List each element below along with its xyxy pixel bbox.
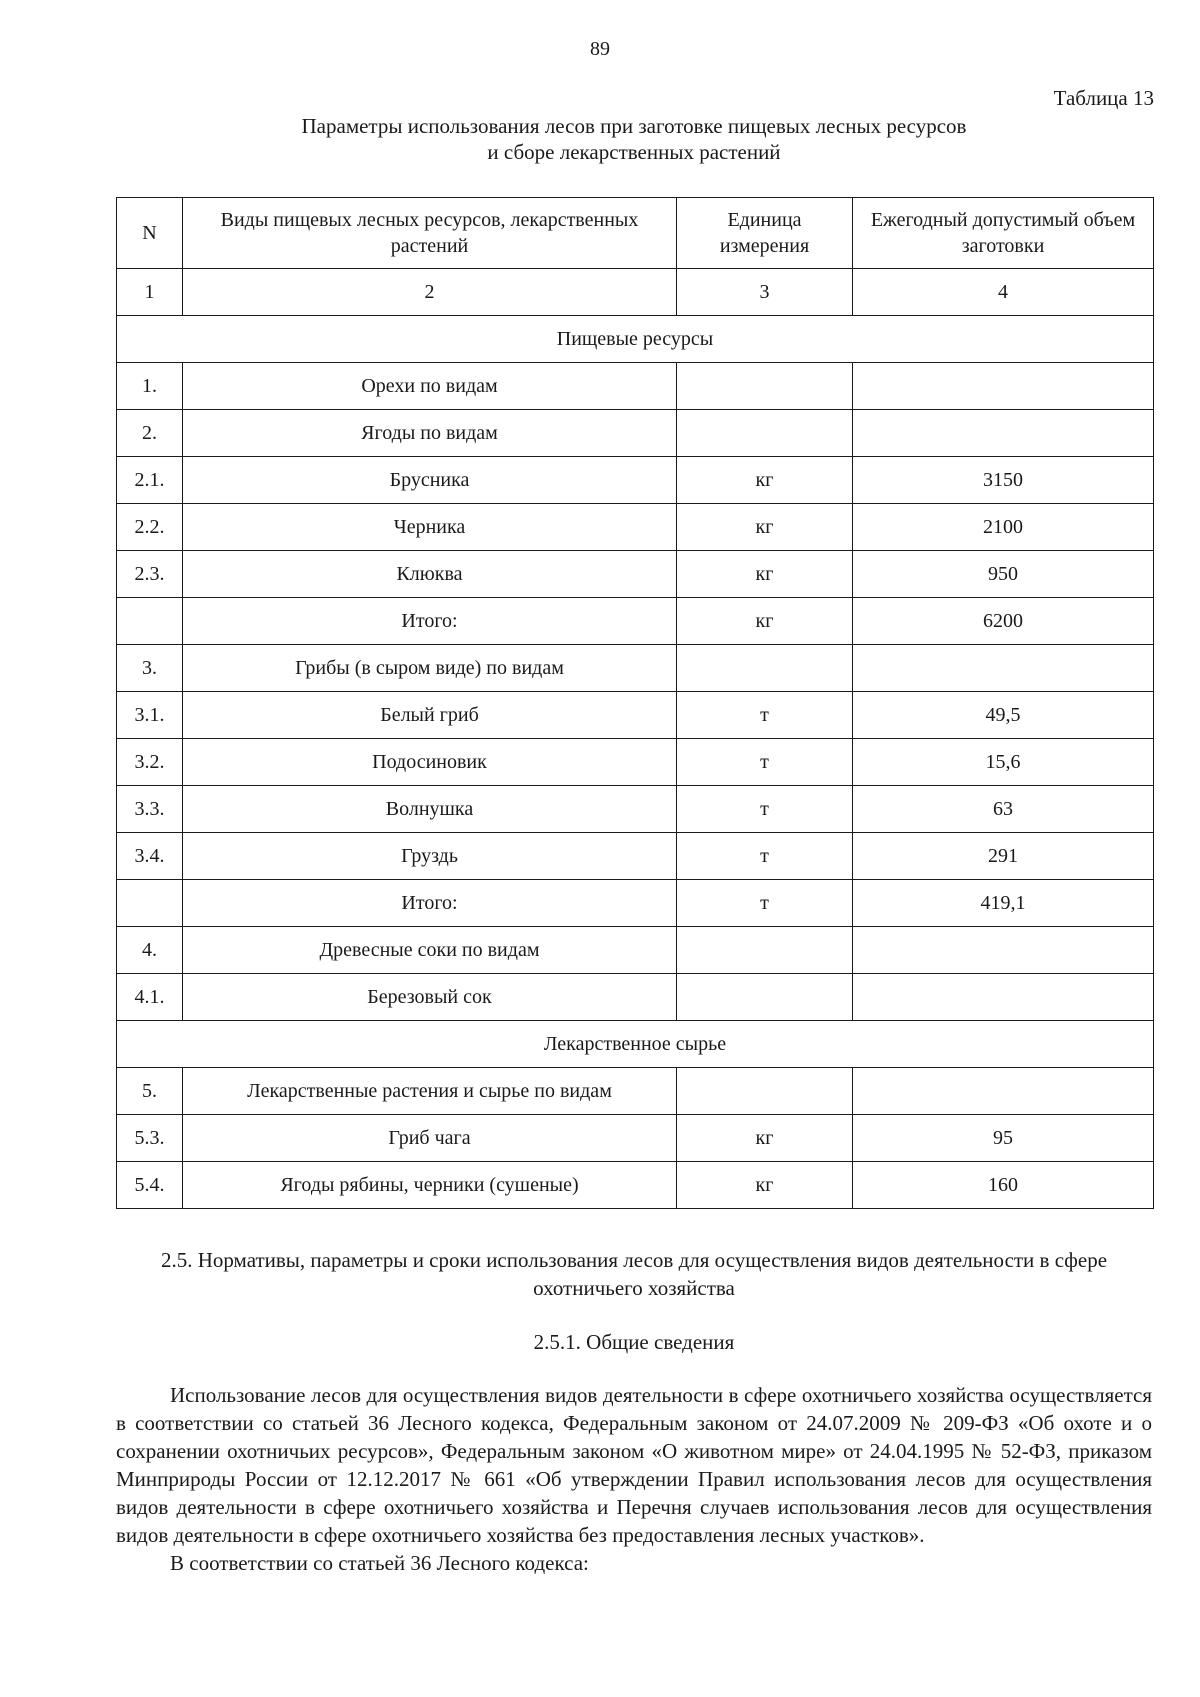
row-number: 1.: [117, 363, 183, 410]
resource-name: Ягоды по видам: [183, 410, 677, 457]
volume-cell: 419,1: [853, 880, 1154, 927]
row-number: 2.1.: [117, 457, 183, 504]
resource-name: Белый гриб: [183, 692, 677, 739]
table-row: [117, 880, 1154, 927]
row-number: 4.: [117, 927, 183, 974]
volume-cell: [853, 410, 1154, 457]
volume-cell: [853, 363, 1154, 410]
resource-name: Итого:: [183, 880, 677, 927]
row-number: [117, 598, 183, 645]
volume-cell: [853, 927, 1154, 974]
table-row: [117, 645, 1154, 692]
section-row-food: [117, 316, 1154, 363]
header-resource-type: Виды пищевых лесных ресурсов, лекарственных растений: [183, 198, 677, 269]
column-number: 3: [677, 269, 853, 316]
resource-name: Березовый сок: [183, 974, 677, 1021]
row-number: 2.: [117, 410, 183, 457]
resource-name: Итого:: [183, 598, 677, 645]
row-number: 3.2.: [117, 739, 183, 786]
volume-cell: 2100: [853, 504, 1154, 551]
volume-cell: 95: [853, 1115, 1154, 1162]
header-number: N: [117, 198, 183, 269]
row-number: 4.1.: [117, 974, 183, 1021]
row-number: 2.2.: [117, 504, 183, 551]
section-row-medicinal: [117, 1021, 1154, 1068]
header-annual-volume: Ежегодный допустимый объем заготовки: [853, 198, 1154, 269]
volume-cell: 15,6: [853, 739, 1154, 786]
unit-cell: [677, 927, 853, 974]
row-number: 3.3.: [117, 786, 183, 833]
volume-cell: [853, 974, 1154, 1021]
resource-name: Грибы (в сыром виде) по видам: [183, 645, 677, 692]
volume-cell: 3150: [853, 457, 1154, 504]
resource-name: Брусника: [183, 457, 677, 504]
unit-cell: [677, 363, 853, 410]
resource-name: Древесные соки по видам: [183, 927, 677, 974]
header-unit: Единица измерения: [677, 198, 853, 269]
resource-name: Груздь: [183, 833, 677, 880]
volume-cell: [853, 1068, 1154, 1115]
table-header-row: [117, 198, 1154, 269]
volume-cell: 950: [853, 551, 1154, 598]
resource-name: Ягоды рябины, черники (сушеные): [183, 1162, 677, 1209]
table-row: [117, 551, 1154, 598]
resource-name: Подосиновик: [183, 739, 677, 786]
body-text: [116, 1381, 1152, 1577]
subsection-heading: 2.5.1. Общие сведения: [533, 1330, 735, 1354]
resource-name: Гриб чага: [183, 1115, 677, 1162]
resource-name: Орехи по видам: [183, 363, 677, 410]
column-number: 4: [853, 269, 1154, 316]
table-row: [117, 974, 1154, 1021]
column-number: 2: [183, 269, 677, 316]
unit-cell: т: [677, 739, 853, 786]
resource-name: Клюква: [183, 551, 677, 598]
section-heading: 2.5. Нормативы, параметры и сроки использования лесов для осуществления видов деятельности в сфере охотничьего хозяйства: [160, 1248, 1108, 1300]
unit-cell: кг: [677, 457, 853, 504]
unit-cell: т: [677, 880, 853, 927]
volume-cell: [853, 645, 1154, 692]
row-number: 5.3.: [117, 1115, 183, 1162]
table-row: [117, 504, 1154, 551]
unit-cell: кг: [677, 1115, 853, 1162]
volume-cell: 49,5: [853, 692, 1154, 739]
table-label: Таблица 13: [1053, 86, 1154, 110]
row-number: 3.1.: [117, 692, 183, 739]
table-title-line-1: Параметры использования лесов при заготовке пищевых лесных ресурсов: [301, 114, 967, 138]
unit-cell: т: [677, 833, 853, 880]
resource-name: Лекарственные растения и сырье по видам: [183, 1068, 677, 1115]
table-row: [117, 739, 1154, 786]
paragraph: Использование лесов для осуществления видов деятельности в сфере охотничьего хозяйства осуществляется в соответствии со статьей 36 Лесного кодекса, Федеральным законом от 24.07.2009 № 209-ФЗ «Об охоте и о сохранении охотничьих ресурсов», Федеральным законом «О животном мире» от 24.04.1995 № 52-ФЗ, приказом Минприроды России от 12.12.2017 № 661 «Об утверждении Правил использования лесов для осуществления видов деятельности в сфере охотничьего хозяйства и Перечня случаев использования лесов для осуществления видов деятельности в сфере охотничьего хозяйства без предоставления лесных участков».: [116, 1383, 1152, 1547]
row-number: 5.: [117, 1068, 183, 1115]
table-row: [117, 1162, 1154, 1209]
volume-cell: 160: [853, 1162, 1154, 1209]
table-row: [117, 786, 1154, 833]
table-row: [117, 363, 1154, 410]
row-number: 5.4.: [117, 1162, 183, 1209]
table-title: [116, 113, 1152, 165]
unit-cell: т: [677, 786, 853, 833]
volume-cell: 6200: [853, 598, 1154, 645]
table-row: [117, 1115, 1154, 1162]
section-label-food: Пищевые ресурсы: [117, 316, 1154, 363]
resource-name: Волнушка: [183, 786, 677, 833]
row-number: 3.4.: [117, 833, 183, 880]
page-number: 89: [590, 38, 610, 60]
unit-cell: [677, 645, 853, 692]
volume-cell: 63: [853, 786, 1154, 833]
unit-cell: [677, 410, 853, 457]
forest-resources-table: [116, 197, 1154, 1209]
unit-cell: кг: [677, 551, 853, 598]
resource-name: Черника: [183, 504, 677, 551]
row-number: 2.3.: [117, 551, 183, 598]
row-number: [117, 880, 183, 927]
unit-cell: т: [677, 692, 853, 739]
table-title-line-2: и сборе лекарственных растений: [487, 140, 781, 164]
volume-cell: 291: [853, 833, 1154, 880]
unit-cell: кг: [677, 598, 853, 645]
table-row: [117, 927, 1154, 974]
table-row: [117, 833, 1154, 880]
unit-cell: кг: [677, 504, 853, 551]
unit-cell: [677, 974, 853, 1021]
column-number-row: [117, 269, 1154, 316]
table-row: [117, 1068, 1154, 1115]
table-row: [117, 410, 1154, 457]
paragraph: В соответствии со статьей 36 Лесного кодекса:: [170, 1551, 589, 1575]
table-row: [117, 457, 1154, 504]
unit-cell: [677, 1068, 853, 1115]
unit-cell: кг: [677, 1162, 853, 1209]
table-row: [117, 692, 1154, 739]
row-number: 3.: [117, 645, 183, 692]
table-row: [117, 598, 1154, 645]
section-label-medicinal: Лекарственное сырье: [117, 1021, 1154, 1068]
column-number: 1: [117, 269, 183, 316]
